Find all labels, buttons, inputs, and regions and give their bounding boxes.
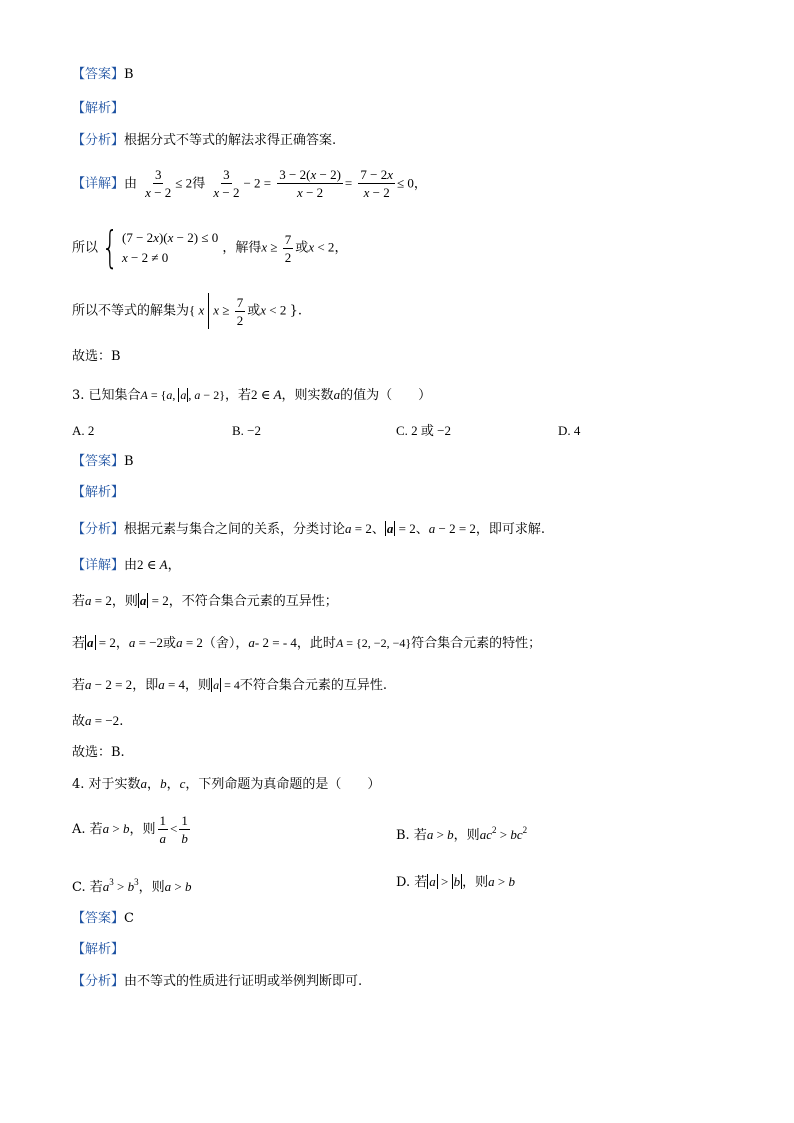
q2-solset-prefix: 所以不等式的解集为 xyxy=(72,303,190,319)
q3-case2-ruo: 若 xyxy=(72,636,86,651)
q2-guxuan: 故选：B xyxy=(72,349,121,364)
q3-stem-mid: ，若 xyxy=(224,388,251,403)
q2-detail-you: 由 xyxy=(124,176,138,192)
q3-stem-suffix: ，则实数 xyxy=(281,388,334,403)
q3-analysis-line xyxy=(72,484,124,502)
q3-fenxi-text: 根据元素与集合之间的关系，分类讨论 xyxy=(124,522,346,537)
q4-stem-end: ，下列命题为真命题的是（ ） xyxy=(185,777,381,792)
q4-answer-line xyxy=(72,910,134,928)
q2-solution-set-line: 所以不等式的解集为{ x x ≥ $\frac{7}{2}$ 或x < 2 }. xyxy=(72,294,303,328)
analysis-tag: 【解析】 xyxy=(72,101,125,116)
detail-tag: 【详解】 xyxy=(72,558,125,573)
q4-option-c: C. 若$a^3 > b^3$，则a > b xyxy=(72,877,192,895)
fenxi-tag: 【分析】 xyxy=(72,522,125,537)
q4-option-d-label: D. 若 xyxy=(396,875,428,890)
q4-option-b-ze: ，则 xyxy=(453,828,480,843)
q3-fenxi-end: ，即可求解. xyxy=(475,522,546,537)
q2-system-line: 所以{ (7 − 2x)(x − 2) ≤ 0 x − 2 ≠ 0 ，解得x ≥ $\frac{7}{2}$ 或x < 2， xyxy=(72,222,348,273)
q2-huo: 或 xyxy=(295,240,309,256)
math-fraction: $\frac{3}{x - 2}$ xyxy=(145,167,172,200)
q3-case2-she: （舍）， xyxy=(202,636,249,651)
q3-case3-ji: ，即 xyxy=(132,678,159,693)
q3-guxuan-line xyxy=(72,744,125,762)
math-fraction: $\frac{7 - 2x}{x - 2}$ xyxy=(360,167,394,200)
detail-tag: 【详解】 xyxy=(72,176,125,192)
q2-detail-de: 得 xyxy=(192,176,206,192)
analysis-tag: 【解析】 xyxy=(72,485,125,500)
q3-case3-end: 不符合集合元素的互异性. xyxy=(239,678,387,693)
q2-analysis-line xyxy=(72,100,124,118)
q3-case3-ruo: 若 xyxy=(72,678,86,693)
q4-option-a-ze: ，则 xyxy=(129,822,156,837)
q3-stem-end: 的值为（ ） xyxy=(340,388,432,403)
q3-case2-end: 符合集合元素的特性； xyxy=(411,636,542,651)
q4-option-a: A. 若a > b，则 $\frac{1}{a}$ < $\frac{1}{b}$ xyxy=(72,813,188,846)
q2-jiede: ，解得 xyxy=(222,240,262,256)
q4-fenxi-text: 由不等式的性质进行证明或举例判断即可. xyxy=(124,974,363,989)
q2-guxuan-line xyxy=(72,348,121,366)
q3-option-b: B. −2 xyxy=(232,423,262,438)
math-fraction: $\frac{3}{x - 2}$ xyxy=(213,167,240,200)
q3-gu: 故 xyxy=(72,714,86,729)
q2-detail-line: 【详解】由 $\frac{3}{x - 2}$ ≤ 2得 $\frac{3}{x - 2}$ − 2 = $\frac{3 - 2(x - 2)}{x - 2}$ = $\frac{7 - 2x}{x - 2}$ ≤ 0， xyxy=(72,167,427,200)
q4-option-b: B. 若a > b，则$ac^2 > bc^2$ xyxy=(396,825,528,843)
math-fraction: $\frac{7}{2}$ xyxy=(236,294,244,328)
q4-option-d-ze: ，则 xyxy=(462,875,489,890)
q4-option-c-label: C. 若 xyxy=(72,880,103,895)
q3-case3-line: 若a − 2 = 2，即a = 4，则 a = 4不符合集合元素的互异性. xyxy=(72,677,387,693)
q2-answer-line xyxy=(72,66,134,84)
q3-case2-mid: 或 xyxy=(163,636,177,651)
q3-case3-ze: ，则 xyxy=(185,678,212,693)
q2-answer-value: B xyxy=(124,67,134,82)
answer-tag: 【答案】 xyxy=(72,911,125,926)
q2-fenxi-line xyxy=(72,132,336,150)
q3-case1-end: ，不符合集合元素的互异性； xyxy=(168,594,338,609)
q3-answer-value: B xyxy=(124,454,134,469)
q3-option-c: C. 2 或 −2 xyxy=(396,423,452,438)
q2-solset-suffix: }. xyxy=(289,303,303,319)
q3-option-a: A. 2 xyxy=(72,423,95,438)
q3-stem-prefix: 3. 已知集合 xyxy=(72,388,141,403)
q4-option-d: D. 若 a > b ，则a > b xyxy=(396,874,515,890)
answer-tag: 【答案】 xyxy=(72,454,125,469)
math-fraction: $\frac{1}{a}$ xyxy=(159,813,167,846)
q3-case2-cishi: ，此时 xyxy=(296,636,336,651)
math-fraction: $\frac{3 - 2(x - 2)}{x - 2}$ xyxy=(279,167,341,200)
q4-answer-value: C xyxy=(124,911,134,926)
q4-stem: 4. 对于实数a，b，c，下列命题为真命题的是（ ） xyxy=(72,776,381,792)
q3-case1: 若 xyxy=(72,594,86,609)
q3-guxuan: 故选：B. xyxy=(72,745,125,760)
q3-gu-line: 故a = −2. xyxy=(72,713,124,729)
q3-case2-line: 若 a = 2，a = −2或a = 2（舍），a- 2 = - 4，此时A = {2, −2, −4}符合集合元素的特性； xyxy=(72,635,542,651)
math-fraction: $\frac{7}{2}$ xyxy=(284,231,292,265)
q2-suoyi: 所以 xyxy=(72,240,99,256)
q3-case1-ze: ，则 xyxy=(111,594,138,609)
q3-detail-line: 【详解】由2 ∈ A， xyxy=(72,557,181,573)
q3-answer-line xyxy=(72,453,134,471)
q3-detail-you: 由 xyxy=(124,558,138,573)
q3-case1-line: 若a = 2，则 a = 2，不符合集合元素的互异性； xyxy=(72,593,338,609)
q4-stem-prefix: 4. 对于实数 xyxy=(72,777,141,792)
q3-stem: 3. 已知集合A = {a, a , a − 2}，若2 ∈ A，则实数a的值为（ ） xyxy=(72,387,432,403)
q3-option-d: D. 4 xyxy=(558,423,581,438)
fenxi-tag: 【分析】 xyxy=(72,133,125,148)
q2-fenxi-text: 根据分式不等式的解法求得正确答案. xyxy=(124,133,337,148)
answer-tag: 【答案】 xyxy=(72,67,125,82)
q4-option-c-ze: ，则 xyxy=(138,880,165,895)
math-fraction: $\frac{1}{b}$ xyxy=(181,813,188,846)
q3-fenxi-line: 【分析】根据元素与集合之间的关系，分类讨论a = 2、 a = 2、a − 2 = 2，即可求解. xyxy=(72,521,546,537)
q4-fenxi-line xyxy=(72,973,362,991)
q4-analysis-line xyxy=(72,941,124,959)
analysis-tag: 【解析】 xyxy=(72,942,125,957)
q2-huo: 或 xyxy=(247,303,261,319)
fenxi-tag: 【分析】 xyxy=(72,974,125,989)
q4-option-a-label: A. 若 xyxy=(72,822,103,837)
inequality-system: (7 − 2x)(x − 2) ≤ 0 x − 2 ≠ 0 xyxy=(122,230,219,265)
q4-option-b-label: B. 若 xyxy=(396,828,427,843)
